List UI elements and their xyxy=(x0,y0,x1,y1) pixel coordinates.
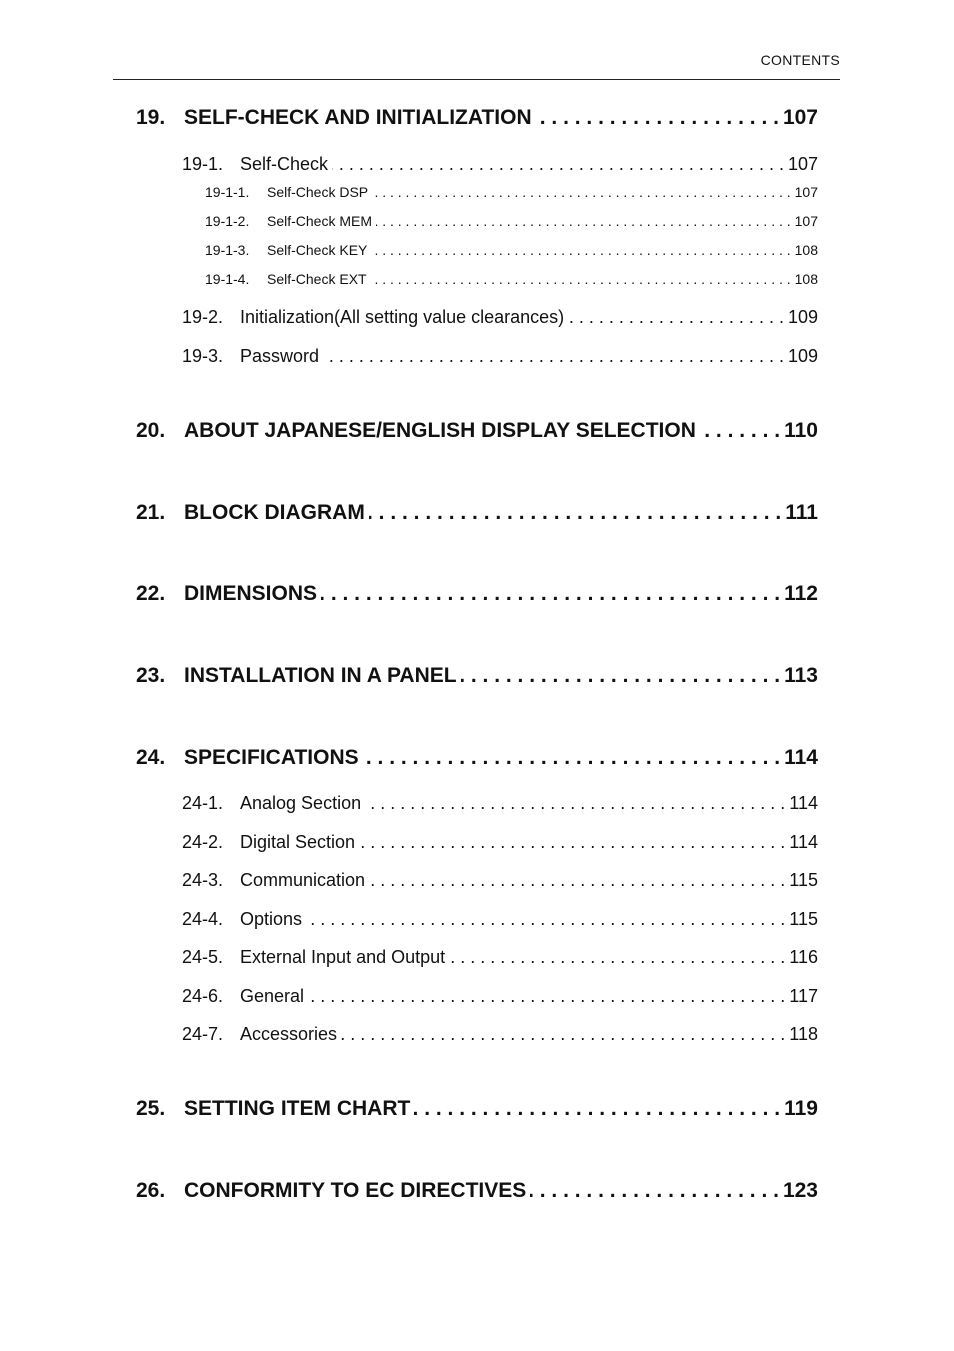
toc-leader xyxy=(371,242,790,258)
toc-title: SETTING ITEM CHART xyxy=(184,1097,411,1120)
toc-number: 19-1-4. xyxy=(205,271,250,287)
toc-page: 114 xyxy=(789,832,818,852)
toc-page: 108 xyxy=(794,271,818,287)
toc-leader xyxy=(365,793,785,814)
toc-leader xyxy=(306,909,785,930)
toc-entry-19[interactable] xyxy=(136,106,818,136)
toc-number: 24-5. xyxy=(182,947,224,967)
toc-entry-22[interactable] xyxy=(136,582,818,612)
toc-number: 19-1-3. xyxy=(205,242,250,258)
toc-entry-19-1-3[interactable] xyxy=(205,242,818,262)
toc-entry-24-1[interactable] xyxy=(182,793,818,819)
toc-leader xyxy=(414,1097,780,1121)
toc-number: 19-2. xyxy=(182,307,224,327)
toc-title: ABOUT JAPANESE/ENGLISH DISPLAY SELECTION xyxy=(184,419,696,442)
toc-title: DIMENSIONS xyxy=(184,582,318,605)
toc-number: 19. xyxy=(136,106,166,129)
toc-leader xyxy=(308,986,785,1007)
toc-title: INSTALLATION IN A PANEL xyxy=(184,664,457,687)
toc-leader xyxy=(568,307,784,328)
toc-page: 111 xyxy=(785,501,818,524)
toc-page: 115 xyxy=(789,870,818,890)
toc-leader xyxy=(536,106,779,130)
toc-entry-23[interactable] xyxy=(136,664,818,694)
toc-page: 108 xyxy=(794,242,818,258)
toc-leader xyxy=(376,213,791,229)
toc-title: Self-Check DSP xyxy=(267,184,369,200)
toc-leader xyxy=(321,582,780,606)
toc-page: 116 xyxy=(789,947,818,967)
toc-number: 24-3. xyxy=(182,870,224,890)
toc-page: 109 xyxy=(787,346,818,366)
toc-page: 113 xyxy=(784,664,818,687)
toc-number: 24-1. xyxy=(182,793,224,813)
toc-leader xyxy=(449,947,785,968)
toc-entry-24[interactable] xyxy=(136,746,818,776)
toc-page: 107 xyxy=(794,213,818,229)
toc-page: 110 xyxy=(784,419,818,442)
toc-page: 118 xyxy=(789,1024,818,1044)
toc-number: 22. xyxy=(136,582,166,605)
toc-title: General xyxy=(240,986,305,1006)
toc-title: Options xyxy=(240,909,303,929)
toc-page: 123 xyxy=(782,1179,818,1202)
toc-number: 23. xyxy=(136,664,166,687)
toc-number: 19-1-2. xyxy=(205,213,250,229)
toc-leader xyxy=(371,271,791,287)
header-title: CONTENTS xyxy=(760,52,840,68)
toc-title: SPECIFICATIONS xyxy=(184,746,359,769)
toc-leader xyxy=(372,184,790,200)
toc-title: Analog Section xyxy=(240,793,362,813)
toc-entry-19-1-4[interactable] xyxy=(205,271,818,291)
toc-leader xyxy=(700,419,780,443)
toc-number: 26. xyxy=(136,1179,166,1202)
toc-entry-24-2[interactable] xyxy=(182,832,818,858)
toc-page: 119 xyxy=(784,1097,818,1120)
toc-page: 115 xyxy=(789,909,818,929)
toc-number: 24-2. xyxy=(182,832,224,852)
toc-number: 24-6. xyxy=(182,986,224,1006)
toc-entry-19-1-1[interactable] xyxy=(205,184,818,204)
toc-title: Self-Check MEM xyxy=(267,213,373,229)
toc-title: Digital Section xyxy=(240,832,356,852)
toc-entry-24-3[interactable] xyxy=(182,870,818,896)
toc-number: 19-3. xyxy=(182,346,224,366)
toc-page: 117 xyxy=(789,986,818,1006)
toc-title: CONFORMITY TO EC DIRECTIVES xyxy=(184,1179,527,1202)
toc-number: 19-1. xyxy=(182,154,224,174)
toc-entry-24-6[interactable] xyxy=(182,986,818,1012)
toc-number: 24-7. xyxy=(182,1024,224,1044)
toc-entry-24-7[interactable] xyxy=(182,1024,818,1050)
toc-title: Self-Check EXT xyxy=(267,271,367,287)
toc-entry-25[interactable] xyxy=(136,1097,818,1127)
toc-leader xyxy=(369,870,785,891)
page-header xyxy=(113,52,840,80)
toc-leader xyxy=(341,1024,785,1045)
toc-entry-26[interactable] xyxy=(136,1179,818,1209)
toc-title: Self-Check KEY xyxy=(267,242,368,258)
toc-page: 107 xyxy=(787,154,818,174)
toc-page: 109 xyxy=(787,307,818,327)
toc-title: SELF-CHECK AND INITIALIZATION xyxy=(184,106,532,129)
toc-title: Password xyxy=(240,346,320,366)
toc-title: External Input and Output xyxy=(240,947,446,967)
toc-page: 112 xyxy=(784,582,818,605)
toc-title: BLOCK DIAGRAM xyxy=(184,501,365,524)
toc-entry-24-5[interactable] xyxy=(182,947,818,973)
toc-leader xyxy=(363,746,780,770)
toc-entry-20[interactable] xyxy=(136,419,818,449)
toc-entry-21[interactable] xyxy=(136,501,818,531)
toc-number: 25. xyxy=(136,1097,166,1120)
toc-title: Accessories xyxy=(240,1024,338,1044)
toc-leader xyxy=(369,501,781,525)
toc-entry-19-1[interactable] xyxy=(182,154,818,180)
toc-leader xyxy=(530,1179,779,1203)
toc-title: Self-Check xyxy=(240,154,329,174)
toc-title: Communication xyxy=(240,870,366,890)
toc-entry-19-2[interactable] xyxy=(182,307,818,333)
toc-entry-24-4[interactable] xyxy=(182,909,818,935)
toc-number: 24-4. xyxy=(182,909,224,929)
toc-page: 107 xyxy=(794,184,818,200)
toc-page: 114 xyxy=(789,793,818,813)
toc-number: 20. xyxy=(136,419,166,442)
toc-title: Initialization(All setting value clearances) xyxy=(240,307,565,327)
toc-leader xyxy=(332,154,784,175)
toc-number: 24. xyxy=(136,746,166,769)
toc-number: 19-1-1. xyxy=(205,184,250,200)
toc-entry-19-3[interactable] xyxy=(182,346,818,372)
toc-number: 21. xyxy=(136,501,166,524)
toc-entry-19-1-2[interactable] xyxy=(205,213,818,233)
toc-leader xyxy=(461,664,781,688)
toc-page: 107 xyxy=(782,106,818,129)
toc-leader xyxy=(323,346,784,367)
toc-page: 114 xyxy=(784,746,818,769)
toc-leader xyxy=(359,832,785,853)
